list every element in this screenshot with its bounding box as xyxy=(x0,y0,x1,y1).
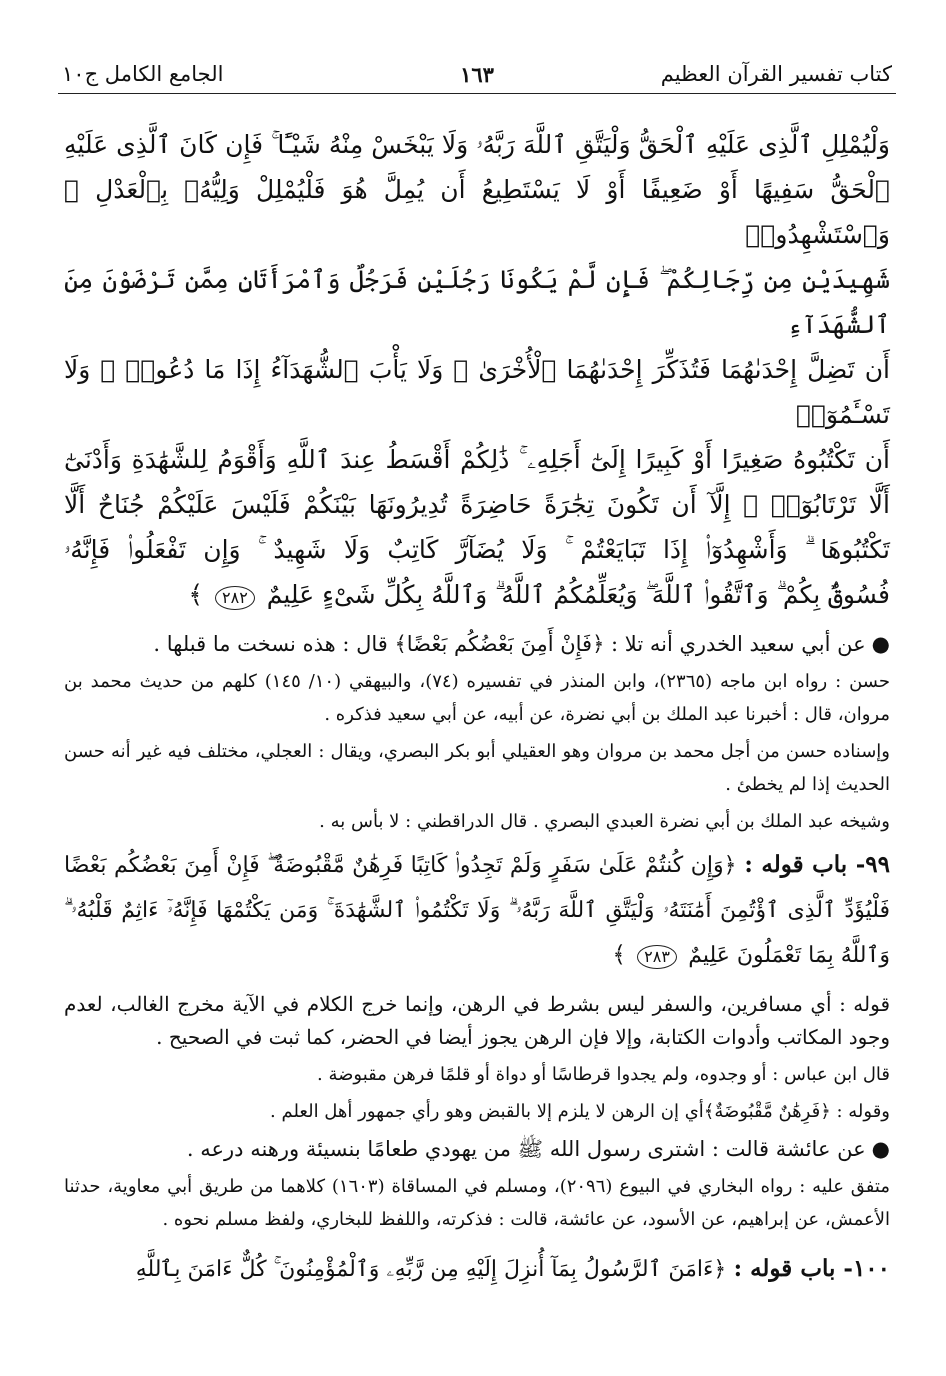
commentary-paragraph: قال ابن عباس : أو وجدوه، ولم يجدوا قرطاسًا أو دواة أو قلمًا فرهن مقبوضة . xyxy=(317,1064,890,1085)
bab-99 xyxy=(64,842,890,978)
verse-line-last xyxy=(64,572,890,617)
bullet-icon: ● xyxy=(871,631,890,656)
verse-line: أَن تَكْتُبُوهُ صَغِيرًا أَوْ كَبِيرًا إِلَىٰٓ أَجَلِهِۦ ۚ ذَٰلِكُمْ أَقْسَطُ عِندَ ٱللَّهِ وَأَقْوَمُ لِلشَّهَٰدَةِ وَأَدْنَىٰٓ xyxy=(64,445,890,474)
quran-verse-282 xyxy=(64,122,890,617)
page-header xyxy=(58,52,896,92)
closing-bracket: ﴾ xyxy=(612,942,626,968)
takhrij-paragraph: وشيخه عبد الملك بن أبي نضرة العبدي البصري . قال الدراقطني : لا بأس به . xyxy=(319,811,890,832)
verse-line: أَلَّا تَرْتَابُوٓا۟ ۖ إِلَّآ أَن تَكُونَ تِجَٰرَةً حَاضِرَةً تُدِيرُونَهَا بَيْنَكُمْ فَلَيْسَ عَلَيْكُمْ جُنَاحٌ أَلَّا xyxy=(64,490,890,519)
ayah-number-marker: ٢٨٣ xyxy=(637,945,677,969)
book-title: كتاب تفسير القرآن العظيم xyxy=(660,62,892,86)
takhrij-paragraph: حسن : رواه ابن ماجه (٢٣٦٥)، وابن المنذر في تفسيره (٧٤)، والبيهقي (١٠/ ١٤٥) كلهم من حديث محمد بن مروان، قال : أخبرنا عبد الملك بن أبي نضرة، عن أبيه، عن أبي سعيد فذكره . xyxy=(64,671,890,725)
verse-line: أَن تَضِلَّ إِحْدَىٰهُمَا فَتُذَكِّرَ إِحْدَىٰهُمَا ٱلْأُخْرَىٰ ۚ وَلَا يَأْبَ ٱلشُّهَدَآءُ إِذَا مَا دُعُوا۟ ۚ وَلَا تَسْـَٔمُوٓا۟ xyxy=(64,355,890,429)
verse-line: فُسُوقٌۢ بِكُمْ ۗ وَٱتَّقُوا۟ ٱللَّهَ ۖ وَيُعَلِّمُكُمُ ٱللَّهُ ۗ وَٱللَّهُ بِكُلِّ شَىْءٍ عَلِيمٌ xyxy=(266,580,890,609)
commentary-paragraph: قوله : أي مسافرين، والسفر ليس بشرط في الرهن، وإنما خرج الكلام في الآية مخرج الغالب، لعدم وجود المكاتب وأدوات الكتابة، وإلا فإن الرهن يجوز أيضا في الحضر، كما ثبت في الصحيح . xyxy=(64,992,890,1049)
hadith-abu-said xyxy=(64,627,890,661)
series-title: الجامع الكامل ج١٠ xyxy=(62,62,224,86)
verse-line: ٱلْحَقُّ سَفِيهًا أَوْ ضَعِيفًا أَوْ لَا يَسْتَطِيعُ أَن يُمِلَّ هُوَ فَلْيُمْلِلْ وَلِيُّهُۥ بِٱلْعَدْلِ ۚ وَٱسْتَشْهِدُوا۟ xyxy=(64,175,890,249)
verse-line: تَكْتُبُوهَا ۗ وَأَشْهِدُوٓا۟ إِذَا تَبَايَعْتُمْ ۚ وَلَا يُضَآرَّ كَاتِبٌ وَلَا شَهِيدٌ ۚ وَإِن تَفْعَلُوا۟ فَإِنَّهُۥ xyxy=(64,535,890,564)
page-number: ١٦٣ xyxy=(460,62,494,87)
verse-line: وَلْيُمْلِلِ ٱلَّذِى عَلَيْهِ ٱلْحَقُّ وَلْيَتَّقِ ٱللَّهَ رَبَّهُۥ وَلَا يَبْخَسْ مِنْهُ شَيْـًٔا ۚ فَإِن كَانَ ٱلَّذِى عَلَيْهِ xyxy=(64,130,890,159)
hadith-aisha xyxy=(64,1132,890,1166)
bullet-icon: ● xyxy=(871,1136,890,1161)
bab-verse: ﴿ءَامَنَ ٱلرَّسُولُ بِمَآ أُنزِلَ إِلَيْهِ مِن رَّبِّهِۦ وَٱلْمُؤْمِنُونَ ۚ كُلٌّ ءَامَنَ بِٱللَّهِ xyxy=(135,1257,727,1282)
bab-title: ١٠٠- باب قوله : xyxy=(733,1255,890,1282)
commentary-paragraph: وقوله : ﴿فَرِهَٰنٌ مَّقْبُوضَةٌ﴾أي إن الرهن لا يلزم إلا بالقبض وهو رأي جمهور أهل العلم . xyxy=(270,1101,890,1122)
verse-line: شَهِيدَيْنِ مِن رِّجَالِكُمْ ۖ فَإِن لَّمْ يَكُونَا رَجُلَيْنِ فَرَجُلٌ وَٱمْرَأَتَانِ مِمَّن تَرْضَوْنَ مِنَ ٱلشُّهَدَآءِ xyxy=(64,265,890,339)
page-body xyxy=(64,122,890,1292)
ayah-number-marker: ٢٨٢ xyxy=(215,586,255,610)
bab-100 xyxy=(64,1246,890,1292)
closing-bracket: ﴾ xyxy=(188,580,204,609)
takhrij-paragraph: وإسناده حسن من أجل محمد بن مروان وهو العقيلي أبو بكر البصري، ويقال : العجلي، مختلف فيه غير أنه حسن الحديث إذا لم يخطئ . xyxy=(64,741,891,795)
takhrij-paragraph: متفق عليه : رواه البخاري في البيوع (٢٠٩٦)، ومسلم في المساقاة (١٦٠٣) كلاهما من طريق أبي معاوية، حدثنا الأعمش، عن إبراهيم، عن الأسود، عن عائشة، قالت : فذكرته، واللفظ للبخاري، ولفظ مسلم نحوه . xyxy=(64,1176,890,1230)
bab-title: ٩٩- باب قوله : xyxy=(744,851,890,878)
hadith-text: عن عائشة قالت : اشترى رسول الله ﷺ من يهودي طعامًا بنسيئة ورهنه درعه . xyxy=(186,1137,866,1161)
header-rule xyxy=(58,93,896,94)
hadith-text: عن أبي سعيد الخدري أنه تلا : ﴿فَإِنْ أَمِنَ بَعْضُكُم بَعْضًا﴾ قال : هذه نسخت ما قبلها . xyxy=(153,632,866,656)
bab-verse: ﴿وَإِن كُنتُمْ عَلَىٰ سَفَرٍ وَلَمْ تَجِدُوا۟ كَاتِبًا فَرِهَٰنٌ مَّقْبُوضَةٌ ۖ فَإِنْ أَمِنَ بَعْضُكُم بَعْضًا فَلْيُؤَدِّ ٱلَّذِى ٱؤْتُمِنَ أَمَٰنَتَهُۥ وَلْيَتَّقِ ٱللَّهَ رَبَّهُۥ ۗ وَلَا تَكْتُمُوا۟ ٱلشَّهَٰدَةَ ۚ وَمَن يَكْتُمْهَا فَإِنَّهُۥٓ ءَاثِمٌ قَلْبُهُۥ ۗ وَٱللَّهُ بِمَا تَعْمَلُونَ عَلِيمٌ xyxy=(64,853,890,968)
